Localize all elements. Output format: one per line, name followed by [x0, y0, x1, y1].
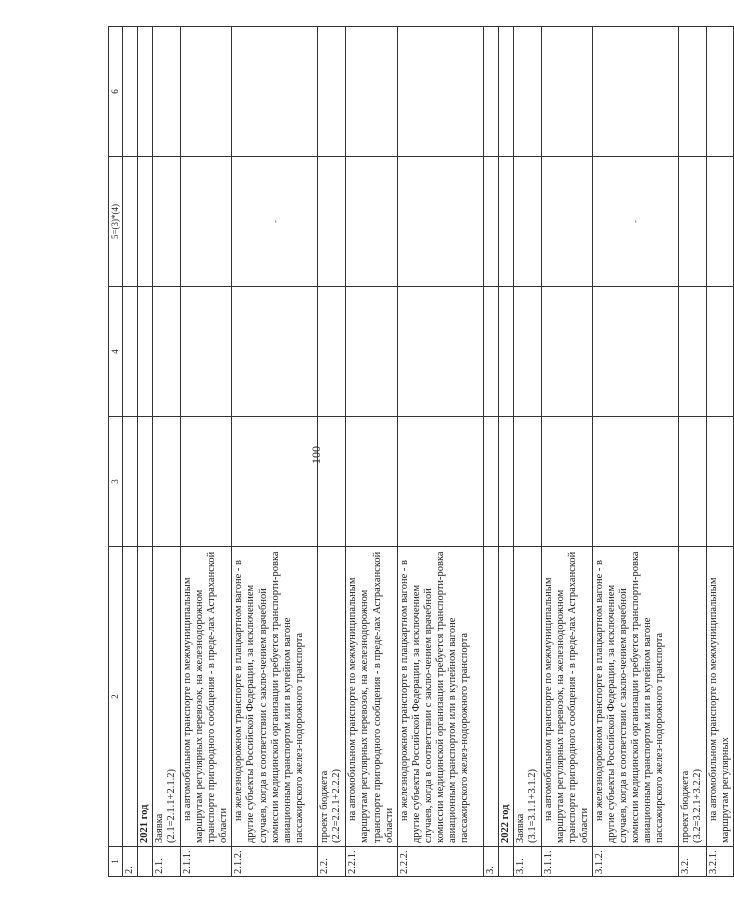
- value-cell: [318, 157, 346, 287]
- table-row: [123, 27, 138, 877]
- value-cell: [397, 417, 483, 547]
- row-number-cell: 3.2.1.: [707, 847, 734, 877]
- row-number-cell: [138, 847, 153, 877]
- row-description-cell: [679, 547, 707, 847]
- table-row: [483, 27, 498, 877]
- value-cell: [138, 417, 153, 547]
- page-number: 100: [309, 446, 323, 464]
- row-description-cell: 2021 год: [138, 547, 153, 847]
- row-description-cell: на автомобильном транспорте по межмуниципальным маршрутам регулярных перевозок, на железнодорожном транспорте пригородного сообщения - в преде-лах Астраханской области: [181, 547, 232, 847]
- value-cell: [679, 287, 707, 417]
- value-cell: [707, 157, 734, 287]
- value-cell: [181, 417, 232, 547]
- value-cell: [318, 417, 346, 547]
- value-cell: [232, 287, 318, 417]
- value-cell: [513, 417, 541, 547]
- row-description-cell: на автомобильном транспорте по межмуниципальным маршрутам регулярных перевозок, на железнодорожном транспорте пригородного сообщения - в преде-лах Астраханской области: [346, 547, 397, 847]
- table-row: [593, 27, 679, 877]
- dash-mark: -: [269, 220, 280, 223]
- header-cell: 5=(3)*(4): [109, 157, 123, 287]
- value-cell: [138, 287, 153, 417]
- value-cell: [138, 157, 153, 287]
- row-number-cell: 2.2.2.: [397, 847, 483, 877]
- value-cell: [153, 157, 181, 287]
- header-row: [109, 27, 123, 877]
- value-cell: [397, 287, 483, 417]
- value-cell: [232, 157, 318, 287]
- value-cell: [346, 157, 397, 287]
- row-description-cell: [123, 547, 138, 847]
- row-description-cell: на автомобильном транспорте по межмуниципальным маршрутам регулярных перевозок, на железнодорожном транспорте пригородного сообщения - в преде-лах Астраханской области: [541, 547, 592, 847]
- row-number-cell: 2.: [123, 847, 138, 877]
- row-number-cell: [498, 847, 513, 877]
- value-cell: [346, 417, 397, 547]
- value-cell: [123, 417, 138, 547]
- header-cell: 1: [109, 847, 123, 877]
- value-cell: [181, 157, 232, 287]
- header-cell: 6: [109, 27, 123, 157]
- dash-mark: -: [630, 220, 641, 223]
- value-cell: [153, 287, 181, 417]
- value-cell: [679, 417, 707, 547]
- value-cell: [123, 27, 138, 157]
- row-formula-text: (3.2=3.2.1+3.2.2): [692, 769, 704, 843]
- value-cell: [513, 157, 541, 287]
- value-cell: [541, 417, 592, 547]
- table-row: [541, 27, 592, 877]
- value-cell: [593, 27, 679, 157]
- row-number-cell: 3.1.: [513, 847, 541, 877]
- value-cell: [123, 157, 138, 287]
- value-cell: [483, 27, 498, 157]
- value-cell: [707, 417, 734, 547]
- value-cell: [318, 287, 346, 417]
- row-number-cell: 2.2.1.: [346, 847, 397, 877]
- value-cell: [181, 287, 232, 417]
- row-description-cell: на железнодорожном транспорте в плацкартном вагоне - в другие субъекты Российской Федерации, за исключением случаев, когда в соответствии с заклю-чением врачебной комиссии медицинской организации требуется транспорти-ровка авиационным транспортом или в купейном вагоне пассажирского желез-нодорожного транспорта: [593, 547, 679, 847]
- row-number-cell: 3.: [483, 847, 498, 877]
- value-cell: [513, 287, 541, 417]
- row-description-cell: 2022 год: [498, 547, 513, 847]
- row-formula-text: (3.1=3.1.1+3.1.2): [526, 769, 538, 843]
- value-cell: [153, 27, 181, 157]
- header-cell: 2: [109, 547, 123, 847]
- value-cell: [541, 27, 592, 157]
- value-cell: [138, 27, 153, 157]
- budget-table: [108, 26, 734, 877]
- value-cell: [513, 27, 541, 157]
- value-cell: [679, 27, 707, 157]
- value-cell: [541, 157, 592, 287]
- table-row: [318, 27, 346, 877]
- row-number-cell: 3.2.: [679, 847, 707, 877]
- value-cell: [707, 27, 734, 157]
- table-row: [181, 27, 232, 877]
- row-description-cell: на железнодорожном транспорте в плацкартном вагоне - в другие субъекты Российской Федерации, за исключением случаев, когда в соответствии с заклю-чением врачебной комиссии медицинской организации требуется транспорти-ровка авиационным транспортом или в купейном вагоне пассажирского желез-нодорожного транспорта: [232, 547, 318, 847]
- row-number-cell: 3.1.2.: [593, 847, 679, 877]
- row-description-text: проект бюджета: [319, 770, 331, 843]
- row-description-cell: [318, 547, 346, 847]
- value-cell: [498, 157, 513, 287]
- value-cell: [483, 417, 498, 547]
- value-cell: [181, 27, 232, 157]
- value-cell: [123, 287, 138, 417]
- value-cell: [483, 287, 498, 417]
- row-number-cell: 2.1.: [153, 847, 181, 877]
- row-number-cell: 2.1.2.: [232, 847, 318, 877]
- value-cell: [397, 27, 483, 157]
- value-cell: [232, 27, 318, 157]
- value-cell: [707, 287, 734, 417]
- value-cell: [593, 287, 679, 417]
- row-number-cell: 3.1.1.: [541, 847, 592, 877]
- row-number-cell: 2.2.: [318, 847, 346, 877]
- value-cell: [498, 287, 513, 417]
- table-row: [498, 27, 513, 877]
- value-cell: [593, 157, 679, 287]
- value-cell: [593, 417, 679, 547]
- header-cell: 3: [109, 417, 123, 547]
- table-row: [138, 27, 153, 877]
- row-description-cell: [153, 547, 181, 847]
- row-description-text: Заявка: [154, 813, 166, 843]
- value-cell: [483, 157, 498, 287]
- value-cell: [498, 27, 513, 157]
- value-cell: [679, 157, 707, 287]
- row-description-cell: на автомобильном транспорте по межмуниципальным маршрутам регулярных: [707, 547, 734, 847]
- value-cell: [346, 287, 397, 417]
- value-cell: [318, 27, 346, 157]
- table-row: [679, 27, 707, 877]
- value-cell: [346, 27, 397, 157]
- rotated-table-container: [108, 27, 732, 877]
- table-row: [707, 27, 734, 877]
- row-description-text: проект бюджета: [680, 770, 691, 843]
- value-cell: [153, 417, 181, 547]
- value-cell: [498, 417, 513, 547]
- row-description-cell: на железнодорожном транспорте в плацкартном вагоне - в другие субъекты Российской Федерации, за исключением случаев, когда в соответствии с заклю-чением врачебной комиссии медицинской организации требуется транспорти-ровка авиационным транспортом или в купейном вагоне пассажирского желез-нодорожного транспорта: [397, 547, 483, 847]
- row-formula-text: (2.2=2.2.1+2.2.2): [331, 769, 343, 843]
- row-description-cell: [513, 547, 541, 847]
- table-row: [232, 27, 318, 877]
- row-description-text: Заявка: [514, 813, 526, 843]
- value-cell: [397, 157, 483, 287]
- table-row: [513, 27, 541, 877]
- table-row: [397, 27, 483, 877]
- table-body: [109, 27, 734, 877]
- value-cell: [541, 287, 592, 417]
- row-formula-text: (2.1=2.1.1+2.1.2): [166, 769, 178, 843]
- table-row: [346, 27, 397, 877]
- row-number-cell: 2.1.1.: [181, 847, 232, 877]
- table-row: [153, 27, 181, 877]
- row-description-cell: [483, 547, 498, 847]
- header-cell: 4: [109, 287, 123, 417]
- value-cell: [232, 417, 318, 547]
